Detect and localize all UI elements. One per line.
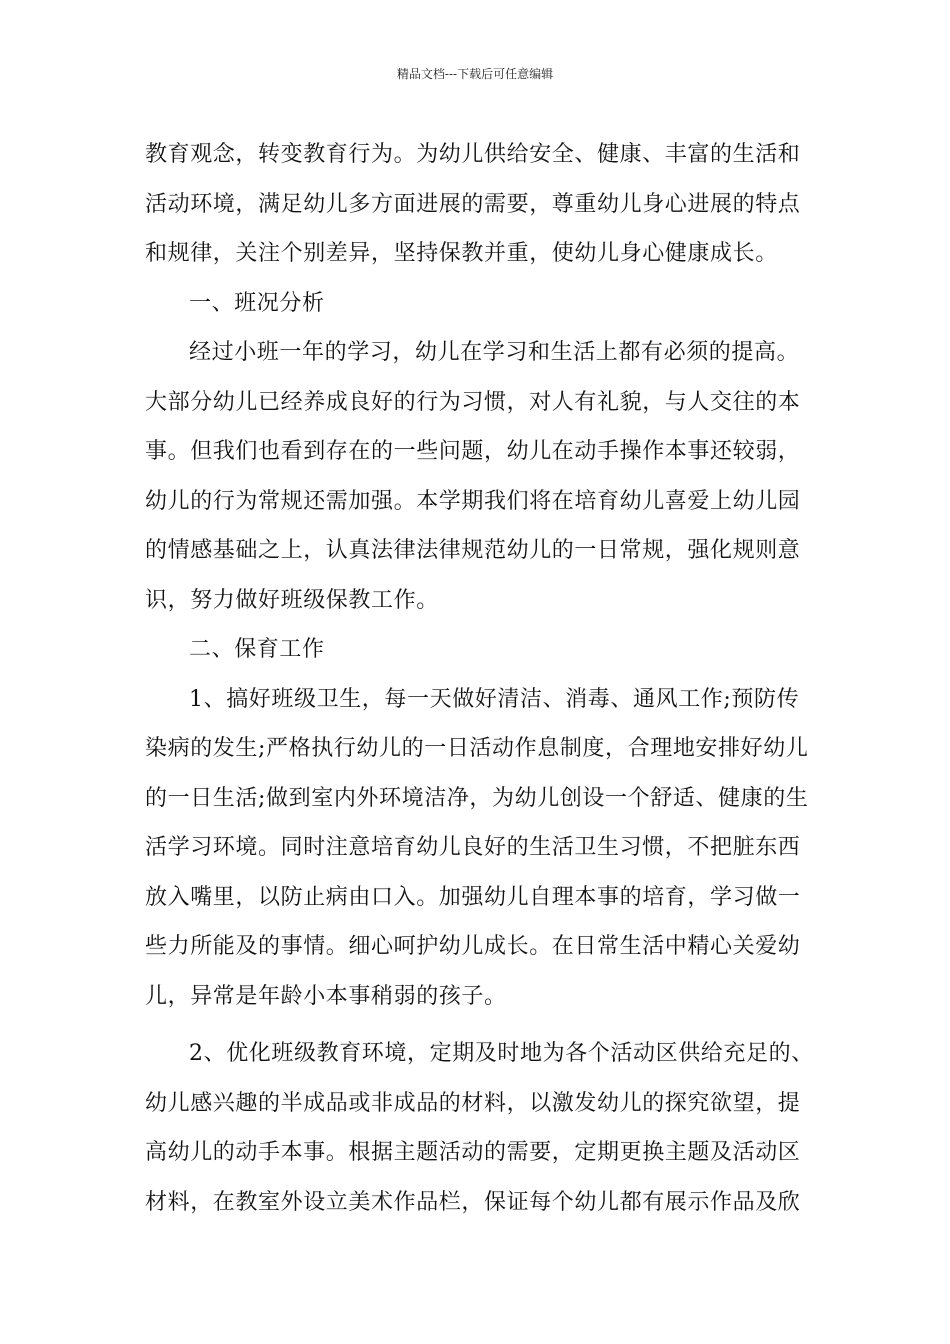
text-line: 的情感基础之上，认真法律法律规范幼儿的一日常规，强化规则意 — [145, 538, 801, 563]
text-line: 的一日生活;做到室内外环境洁净，为幼儿创设一个舒适、健康的生 — [145, 785, 809, 811]
section-heading: 二、保育工作 — [189, 637, 325, 662]
text-line: 1、搞好班级卫生，每一天做好清洁、消毒、通风工作;预防传 — [189, 686, 800, 712]
text-line: 识，努力做好班级保教工作。 — [145, 587, 439, 613]
text-line: 些力所能及的事情。细心呵护幼儿成长。在日常生活中精心关爱幼 — [145, 934, 801, 959]
section-heading: 一、班况分析 — [189, 290, 325, 316]
text-line: 事。但我们也看到存在的一些问题，幼儿在动手操作本事还较弱， — [145, 439, 801, 464]
text-line: 经过小班一年的学习，幼儿在学习和生活上都有必须的提高。 — [189, 340, 800, 365]
text-line: 材料，在教室外设立美术作品栏，保证每个幼儿都有展示作品及欣 — [145, 1189, 801, 1215]
text-line: 放入嘴里，以防止病由口入。加强幼儿自理本事的培育，学习做一 — [145, 884, 801, 910]
text-line: 和规律，关注个别差异，坚持保教并重，使幼儿身心健康成长。 — [145, 241, 778, 266]
text-line: 儿，异常是年龄小本事稍弱的孩子。 — [145, 983, 507, 1009]
text-line: 大部分幼儿已经养成良好的行为习惯，对人有礼貌，与人交往的本 — [145, 389, 801, 415]
text-line: 教育观念，转变教育行为。为幼儿供给安全、健康、丰富的生活和 — [145, 142, 801, 167]
text-line: 染病的发生;严格执行幼儿的一日活动作息制度，合理地安排好幼儿 — [145, 736, 809, 761]
text-line: 高幼儿的动手本事。根据主题活动的需要，定期更换主题及活动区 — [145, 1140, 801, 1165]
text-line: 幼儿感兴趣的半成品或非成品的材料，以激发幼儿的探究欲望，提 — [145, 1090, 801, 1116]
page-header: 精品文档---下载后可任意编辑 — [396, 67, 554, 81]
text-line: 幼儿的行为常规还需加强。本学期我们将在培育幼儿喜爱上幼儿园 — [145, 488, 801, 514]
text-line: 活学习环境。同时注意培育幼儿良好的生活卫生习惯，不把脏东西 — [145, 835, 801, 860]
text-line: 活动环境，满足幼儿多方面进展的需要，尊重幼儿身心进展的特点 — [145, 191, 801, 217]
document-body — [145, 130, 814, 1227]
text-line: 2、优化班级教育环境，定期及时地为各个活动区供给充足的、 — [189, 1041, 814, 1066]
